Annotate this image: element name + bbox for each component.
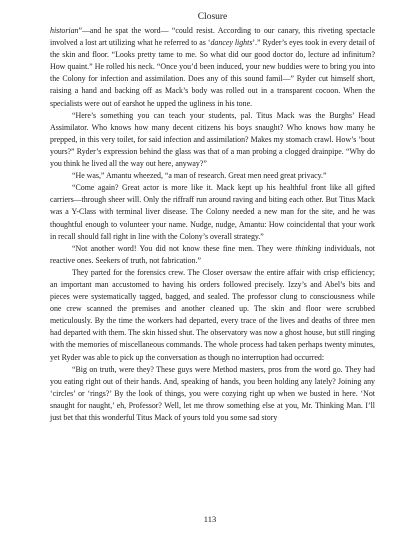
running-header: Closure (197, 12, 228, 22)
body-paragraph (50, 25, 375, 110)
paragraph-text: “He was,” Amantu wheezed, “a man of research. Great men need great privacy.” (72, 171, 327, 181)
page-number: 113 (203, 514, 217, 524)
paragraph-text: ’.” Ryder’s eyes took in every detail of the skin and floor. “Looks pretty tame to me. So what did our good doctor do, lecture ad infinitum? How quaint.” He rolled his neck. “Once you’d been induced, your new buddies were to bring you into the Colony for infection and assimilation. Does any of this sound famil—” Ryder cut himself short, raising a hand and backing off as Mack’s body was rolled out in a transparent cocoon. When the specialists were out of earshot he upped the ugliness in his tone. (50, 38, 375, 108)
italic-text: thinking (295, 243, 322, 253)
paragraph-text: ”—and he spat the word— “could resist. According to our canary, this riveting spectacle involved a lost art utilizing what he referred to as ‘ (50, 26, 375, 48)
paragraph-text: They parted for the forensics crew. The Closer oversaw the entire affair with crisp efficiency; an important man accustomed to having his orders followed precisely. Izzy’s and Abel’s bits and pieces were systematically tagged, bagged, and sealed. The professor clung to consciousness while one crew scanned the premises and another cleaned up. The skin and floor were scrubbed meticulously. By the time the workers had departed, every trace of the lives and deaths of three men had departed with them. The skin hissed shut. The observatory was now a ghost house, but still ringing with the memories of miscellaneous commands. The whole process had taken perhaps twenty minutes, yet Ryder was able to pick up the conversation as though no interruption had occurred: (50, 267, 375, 362)
paragraph-text: “Big on truth, were they? These guys were Method masters, pros from the word go. They had you eating right out of their hands. And, speaking of hands, you been holding any lately? Joining any ‘circles’ or ‘rings?’ By the look of things, you were cozying right up when we busted in here. ‘Not snaught for naught,’ eh, Professor? Well, let me throw something else at you, Mr. Thinking Man. I’ll just bet that this wonderful Titus Mack of yours told you some sad story (50, 364, 375, 422)
italic-text: dancey lights (210, 38, 253, 48)
paragraph-text: “Here’s something you can teach your students, pal. Titus Mack was the Burghs’ Head Assimilator. Who knows how many decent citizens his boys snaught? Who knows how many he prepped, in this very toilet, for said infection and assimilation? Makes my stomach crawl. How’s ’bout yours?” Ryder’s expression behind the glass was that of a man probing a clogged drainpipe. “Why do you think he lived all the way out here, anyway?” (50, 110, 375, 169)
body-paragraph (50, 170, 375, 182)
paragraph-text: individuals, not reactive ones. Seekers of truth, not fabrication.” (50, 243, 375, 265)
body-paragraph (50, 110, 375, 170)
body-paragraph (50, 243, 375, 267)
paragraph-text: “Come again? Great actor is more like it. Mack kept up his healthful front like all gifted carriers—through sheer will. Only the riffraff run around raving and biting each other. But Titus Mack was a Y-Class with terminal liver disease. The Colony needed a new man for the site, and he was thoughtful enough to volunteer your name. Nudge, nudge, Amantu: How coincidental that your work in recall should fall right in line with the Colony’s overall strategy.” (50, 183, 375, 241)
italic-text: historian (50, 26, 79, 35)
paragraph-text: “Not another word! You did not know these fine men. They were (72, 243, 296, 253)
body-paragraph (50, 267, 375, 364)
page-body (50, 25, 375, 424)
body-paragraph (50, 364, 375, 424)
body-paragraph (50, 182, 375, 242)
